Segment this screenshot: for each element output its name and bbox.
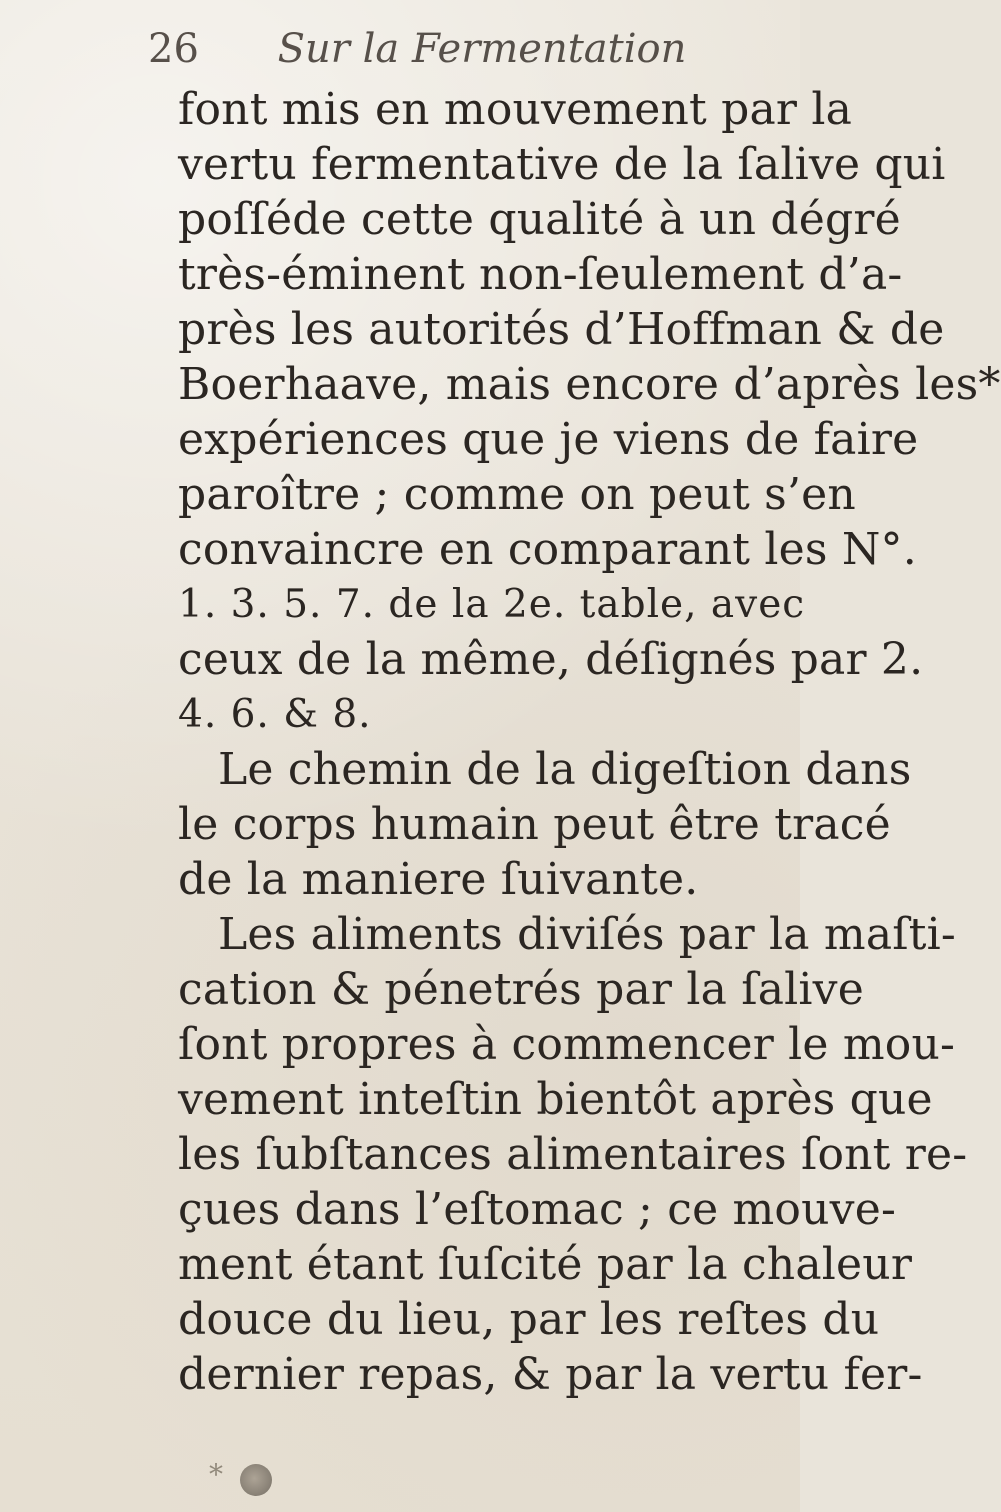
text-line-4: très-éminent non-ſeulement d’a-: [178, 249, 903, 300]
text-line-2: vertu fermentative de la ſalive qui: [178, 139, 946, 190]
page-header: [148, 26, 768, 86]
text-line-5: près les autorités d’Hoffman & de: [178, 304, 945, 355]
page-number: 26: [148, 26, 199, 72]
text-line-24: dernier repas, & par la vertu fer-: [178, 1349, 923, 1400]
text-line-19: vement inteſtin bientôt après que: [178, 1074, 933, 1125]
text-line-10: 1. 3. 5. 7. de la 2e. table, avec: [178, 582, 806, 627]
footnote-mark: *: [209, 1458, 223, 1491]
text-line-7: expériences que je viens de faire: [178, 414, 919, 465]
text-line-3: poſſéde cette qualité à un dégré: [178, 194, 901, 245]
text-line-11: ceux de la même, déſignés par 2.: [178, 634, 924, 685]
text-line-14: le corps humain peut être tracé: [178, 799, 891, 850]
text-line-1: font mis en mouvement par la: [178, 84, 853, 135]
text-line-9: convaincre en comparant les N°.: [178, 524, 917, 575]
running-title: Sur la Fermentation: [277, 26, 687, 72]
text-line-17: cation & pénetrés par la ſalive: [178, 964, 864, 1015]
text-line-6: Boerhaave, mais encore d’après les*: [178, 359, 1001, 410]
text-line-13: Le chemin de la digeſtion dans: [218, 744, 912, 795]
text-line-8: paroître ; comme on peut s’en: [178, 469, 856, 520]
text-line-16: Les aliments diviſés par la maſti-: [218, 909, 956, 960]
page-footer: [196, 1458, 276, 1508]
text-line-18: ſont propres à commencer le mou-: [178, 1019, 956, 1070]
text-line-15: de la maniere ſuivante.: [178, 854, 699, 905]
text-line-12: 4. 6. & 8.: [178, 692, 372, 737]
text-line-22: ment étant ſuſcité par la chaleur: [178, 1239, 913, 1290]
body-text: [178, 82, 1001, 1402]
text-line-20: les ſubſtances alimentaires ſont re-: [178, 1129, 968, 1180]
text-line-21: çues dans l’eſtomac ; ce mouve-: [178, 1184, 897, 1235]
text-line-23: douce du lieu, par les reſtes du: [178, 1294, 880, 1345]
printer-ornament-icon: [240, 1464, 272, 1496]
